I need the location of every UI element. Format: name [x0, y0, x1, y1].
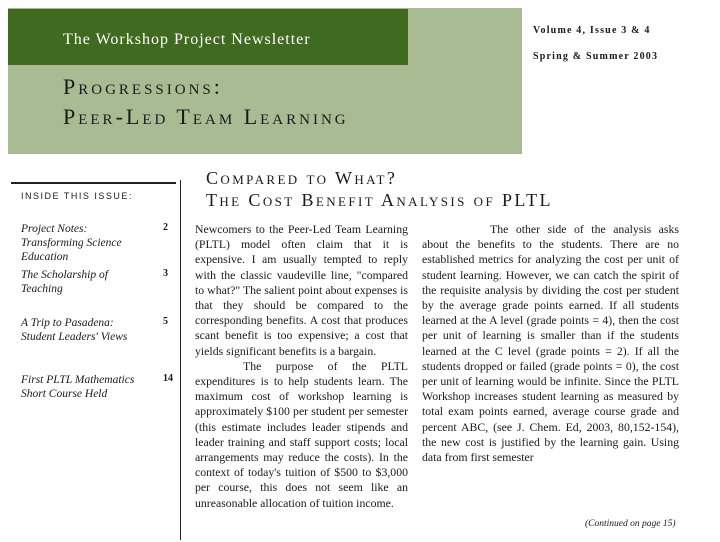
toc-item-title: The Scholarship of Teaching: [21, 269, 108, 295]
toc-item-title: A Trip to Pasadena: Student Leaders' Views: [21, 317, 128, 343]
toc-item-page: 2: [163, 222, 168, 233]
toc-item[interactable]: [21, 268, 181, 296]
sidebar-heading: INSIDE THIS ISSUE:: [21, 191, 133, 201]
article-title-line2: The Cost Benefit Analysis of PLTL: [206, 190, 553, 210]
masthead-headline-line1: Progressions:: [63, 74, 223, 99]
continued-note: (Continued on page 15): [585, 519, 676, 529]
toc-item-title: Project Notes: Transforming Science Education: [21, 223, 122, 263]
toc-item[interactable]: [21, 373, 181, 401]
toc-item-page: 3: [163, 268, 168, 279]
toc-item-page: 5: [163, 316, 168, 327]
newsletter-name: The Workshop Project Newsletter: [63, 31, 311, 48]
toc-item[interactable]: [21, 316, 181, 344]
toc-item-title: First PLTL Mathematics Short Course Held: [21, 374, 135, 400]
issue-volume: Volume 4, Issue 3 & 4: [533, 25, 651, 36]
toc-item[interactable]: [21, 222, 181, 264]
sidebar-divider: [11, 182, 176, 184]
article-title-line1: Compared to What?: [206, 168, 398, 188]
toc-item-page: 14: [163, 373, 173, 384]
article-paragraph: The purpose of the PLTL expenditures is to help students learn. The maximum cost of workshop learning is approximately $100 per student per semester (this estimate includes leader stipends and leader training and staff support costs; local arrangements may reduce the costs). In the context of today's tuition of $500 to $3,000 per course, this does not seem like an unreasonable allocation of tuition income.: [195, 358, 408, 510]
article-column-left: [195, 222, 408, 542]
article-column-right: [422, 222, 679, 542]
article-paragraph: The other side of the analysis asks about the benefits to the students. There are no established metrics for analyzing the cost per unit of student learning. However, we can catch the spirit of the requisite analysis by dividing the cost per student by the average grade points earned. If all students learned at the A level (grade points = 4), then the cost per unit of learning is smaller than if the students learned at the C level (grade points = 2). If all the students dropped or failed (grade points = 0), the cost per unit of learning would be infinite. Since the PLTL Workshop increases student learning as measured by total exam points earned, average course grade and percent ABC, (see J. Chem. Ed, 2003, 80,152-154), the new cost is justified by the learning gain. Using data from first semester: [422, 222, 679, 465]
article-paragraph: Newcomers to the Peer-Led Team Learning (PLTL) model often claim that it is expensive. I am usually tempted to reply with the classic vaudeville line, "compared to what?" The salient point about expenses is that they should be compared to the corresponding benefits. A cost that produces scant benefit is too expensive; a cost that yields significant benefits is a bargain.: [195, 222, 408, 358]
masthead-headline-line2: Peer-Led Team Learning: [63, 104, 349, 129]
issue-season: Spring & Summer 2003: [533, 51, 659, 62]
